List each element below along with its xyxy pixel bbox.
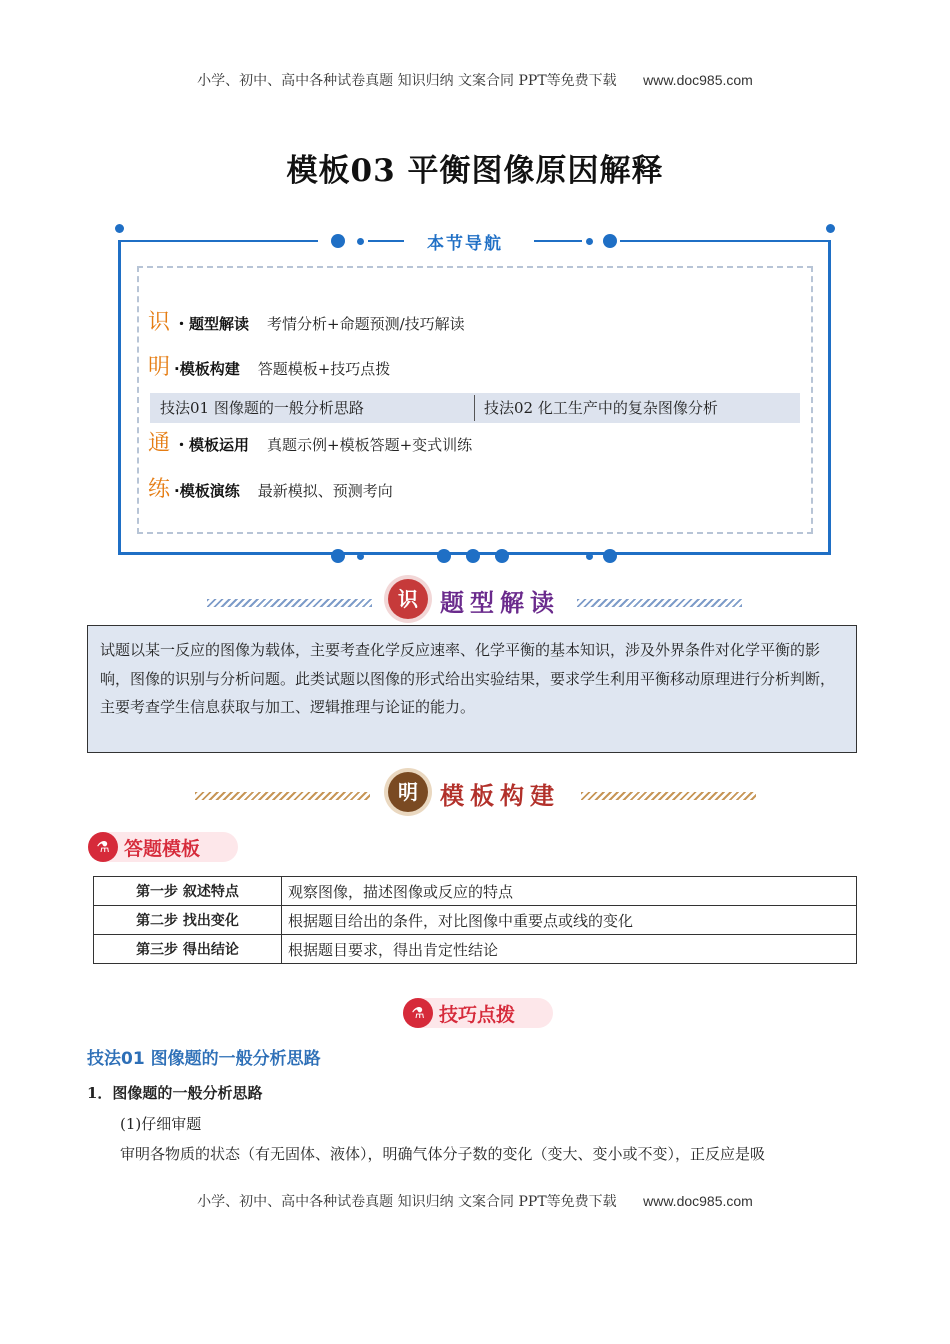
nav-topline-right	[620, 240, 831, 242]
skill-separator	[474, 395, 475, 421]
nav-row-identify	[148, 305, 465, 336]
intro-box: 试题以某一反应的图像为载体，主要考查化学反应速率、化学平衡的基本知识，涉及外界条件对化学平衡的影响，图像的识别与分析问题。此类试题以图像的形式给出实验结果，要求学生利用平衡移动原理进行分析判断，主要考查学生信息获取与加工、逻辑推理与论证的能力。	[87, 625, 857, 753]
steps-table	[93, 876, 857, 964]
nav-dot-icon	[466, 549, 480, 563]
nav-dot-icon	[586, 238, 593, 245]
step-name: 第二步 找出变化	[94, 906, 282, 935]
nav-char: 识	[148, 310, 171, 335]
nav-head: ·模板构建	[174, 360, 240, 378]
flask-icon: ⚗	[403, 998, 433, 1028]
section-title: 题型解读	[440, 589, 560, 617]
nav-head: ・模板运用	[174, 436, 250, 454]
page-footer	[0, 1191, 950, 1211]
step-desc: 观察图像，描述图像或反应的特点	[282, 877, 857, 906]
nav-dot-icon	[331, 549, 345, 563]
nav-char: 通	[148, 431, 171, 456]
section-badge-icon: 识	[388, 579, 428, 619]
nav-dot-icon	[437, 549, 451, 563]
skill-01-heading: 技法01 图像题的一般分析思路	[87, 1049, 321, 1069]
nav-dot-icon	[603, 234, 617, 248]
nav-dot-icon	[603, 549, 617, 563]
template-label: 答题模板	[124, 838, 201, 860]
footer-site[interactable]: www.doc985.com	[643, 1193, 753, 1209]
nav-dot-icon	[357, 238, 364, 245]
header-site[interactable]: www.doc985.com	[643, 72, 753, 88]
section-title: 模板构建	[440, 782, 560, 810]
table-row	[94, 877, 857, 906]
nav-dot-icon	[495, 549, 509, 563]
footer-text: 小学、初中、高中各种试卷真题 知识归纳 文案合同 PPT等免费下载	[197, 1194, 617, 1210]
nav-row-apply	[148, 426, 472, 457]
nav-desc: 答题模板+技巧点拨	[257, 360, 391, 378]
paragraph: 审明各物质的状态（有无固体、液体），明确气体分子数的变化（变大、变小或不变），正反应是吸	[120, 1145, 766, 1163]
banner-stripe-left	[195, 792, 370, 800]
sub-heading: (1)仔细审题	[120, 1115, 202, 1133]
corner-dot-icon	[115, 224, 124, 233]
corner-dot-icon	[826, 224, 835, 233]
table-row	[94, 906, 857, 935]
banner-stripe-right	[581, 792, 756, 800]
point-1-heading: 1．图像题的一般分析思路	[87, 1084, 263, 1102]
banner-stripe-left	[207, 599, 372, 607]
nav-desc: 最新模拟、预测考向	[257, 482, 393, 500]
step-name: 第三步 得出结论	[94, 935, 282, 964]
nav-title-line	[534, 240, 582, 242]
nav-desc: 考情分析+命题预测/技巧解读	[267, 315, 465, 333]
nav-char: 明	[148, 355, 171, 380]
nav-topline-left	[118, 240, 318, 242]
nav-dot-icon	[586, 553, 593, 560]
tips-label: 技巧点拨	[439, 1004, 516, 1026]
nav-dot-icon	[331, 234, 345, 248]
page-title: 模板03 平衡图像原因解释	[286, 153, 664, 189]
nav-head: ·模板演练	[174, 482, 240, 500]
section-badge-icon: 明	[388, 772, 428, 812]
step-desc: 根据题目给出的条件，对比图像中重要点或线的变化	[282, 906, 857, 935]
page-header	[0, 70, 950, 90]
banner-stripe-right	[577, 599, 742, 607]
flask-icon: ⚗	[88, 832, 118, 862]
nav-head: ・题型解读	[174, 315, 250, 333]
skill-02-link[interactable]: 技法02 化工生产中的复杂图像分析	[484, 399, 718, 417]
skill-band	[150, 393, 800, 423]
nav-desc: 真题示例+模板答题+变式训练	[267, 436, 473, 454]
nav-dot-icon	[357, 553, 364, 560]
nav-title: 本节导航	[427, 234, 503, 254]
nav-row-understand	[148, 350, 390, 381]
table-row	[94, 935, 857, 964]
nav-title-line	[368, 240, 404, 242]
nav-row-practice	[148, 472, 393, 503]
header-text: 小学、初中、高中各种试卷真题 知识归纳 文案合同 PPT等免费下载	[197, 73, 617, 89]
step-name: 第一步 叙述特点	[94, 877, 282, 906]
skill-01-link[interactable]: 技法01 图像题的一般分析思路	[160, 399, 364, 417]
step-desc: 根据题目要求，得出肯定性结论	[282, 935, 857, 964]
nav-char: 练	[148, 477, 171, 502]
